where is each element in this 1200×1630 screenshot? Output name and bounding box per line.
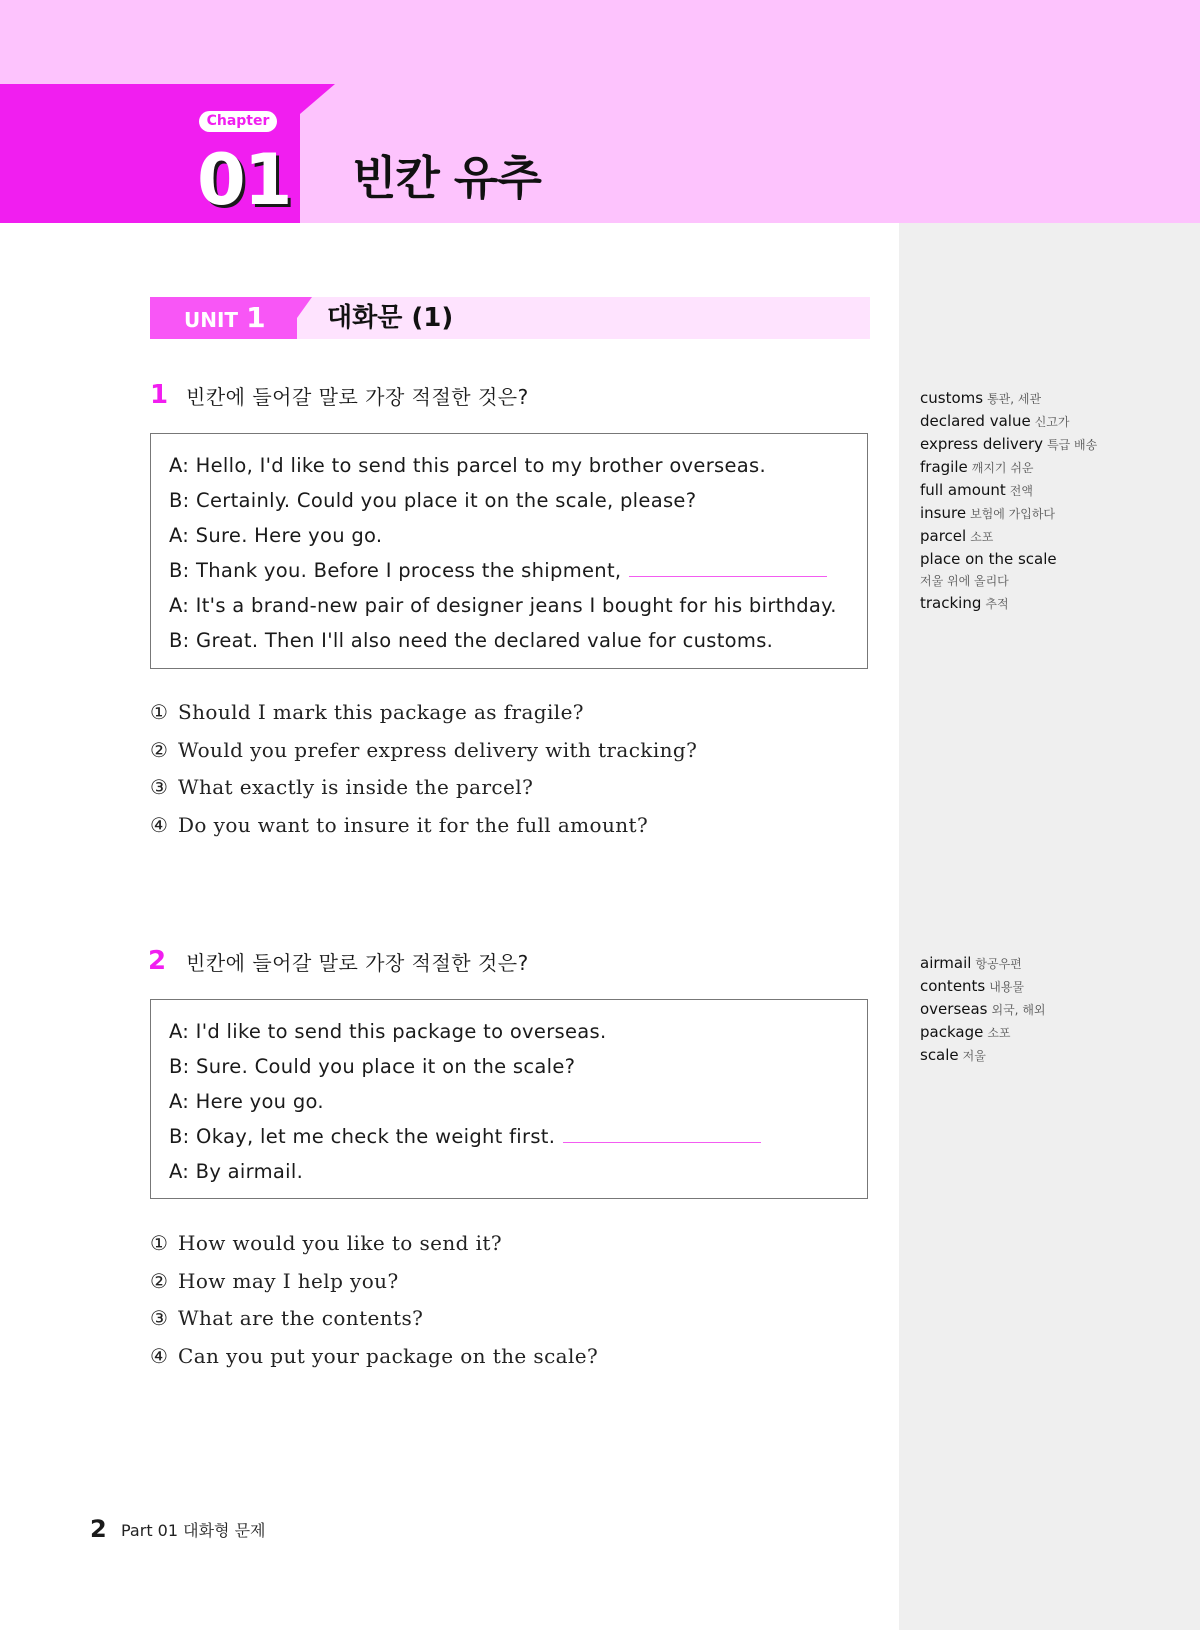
vocab-def: 추적	[985, 597, 1009, 611]
dialog-line: A: By airmail.	[169, 1160, 304, 1183]
option-mark: ①	[150, 1231, 169, 1255]
answer-blank	[629, 556, 827, 577]
vocab-term: place on the scale	[920, 550, 1057, 568]
option-text: How may I help you?	[178, 1268, 399, 1293]
chapter-number: 01	[197, 139, 291, 221]
vocab-def: 깨지기 쉬운	[971, 461, 1034, 475]
vocab-item	[920, 952, 1046, 975]
vocab-item	[920, 502, 1097, 525]
dialog-line-text: B: Thank you. Before I process the shipment,	[169, 559, 622, 582]
vocab-def: 항공우편	[975, 957, 1022, 971]
dialog-line: B: Sure. Could you place it on the scale?	[169, 1055, 576, 1078]
vocab-item	[920, 998, 1046, 1021]
vocab-term: customs	[920, 389, 984, 407]
question-number: 2	[148, 946, 167, 976]
dialog-line: A: Sure. Here you go.	[169, 524, 383, 547]
vocab-item	[920, 387, 1097, 410]
page-number: 2	[90, 1515, 107, 1543]
option-mark: ④	[150, 812, 169, 837]
vocab-term: airmail	[920, 954, 972, 972]
question-number: 1	[150, 380, 169, 410]
answer-option[interactable]	[150, 1263, 598, 1301]
unit-label-text: UNIT	[184, 308, 239, 332]
answer-blank	[563, 1122, 761, 1143]
vocab-def: 전액	[1009, 484, 1033, 498]
vocab-list	[920, 952, 1046, 1067]
vocab-def: 통관, 세관	[987, 392, 1042, 406]
dialog-line-with-blank	[169, 1119, 867, 1154]
vocab-def: 저울	[962, 1049, 986, 1063]
option-mark: ②	[150, 1268, 169, 1293]
chapter-badge: Chapter	[199, 111, 277, 132]
chapter-title: 빈칸 유추	[352, 151, 541, 205]
question-prompt: 빈칸에 들어갈 말로 가장 적절한 것은?	[186, 951, 529, 975]
dialog-line: A: Here you go.	[169, 1090, 324, 1113]
vocab-term: full amount	[920, 481, 1006, 499]
vocab-term: contents	[920, 977, 986, 995]
dialog-line: A: Hello, I'd like to send this parcel to my brother overseas.	[169, 454, 766, 477]
vocab-term: fragile	[920, 458, 968, 476]
vocab-term: declared value	[920, 412, 1031, 430]
vocab-item	[920, 479, 1097, 502]
vocab-item	[920, 592, 1097, 615]
answer-options	[150, 694, 697, 844]
vocab-term: package	[920, 1023, 984, 1041]
answer-option[interactable]	[150, 1300, 598, 1338]
vocab-def: 저울 위에 올리다	[920, 574, 1009, 588]
option-text: Can you put your package on the scale?	[178, 1343, 599, 1368]
vocab-term: express delivery	[920, 435, 1044, 453]
vocab-item	[920, 975, 1046, 998]
unit-title: 대화문 (1)	[327, 303, 454, 333]
answer-option[interactable]	[150, 1225, 598, 1263]
unit-label	[184, 303, 266, 335]
vocab-item	[920, 433, 1097, 456]
answer-option[interactable]	[150, 1338, 598, 1376]
dialog-line: A: It's a brand-new pair of designer jeans I bought for his birthday.	[169, 594, 837, 617]
option-mark: ④	[150, 1343, 169, 1368]
vocab-list	[920, 387, 1097, 615]
answer-option[interactable]	[150, 694, 697, 732]
vocab-term: scale	[920, 1046, 959, 1064]
answer-option[interactable]	[150, 807, 697, 845]
answer-option[interactable]	[150, 732, 697, 770]
vocab-item	[920, 1021, 1046, 1044]
question-prompt: 빈칸에 들어갈 말로 가장 적절한 것은?	[186, 385, 529, 409]
answer-options	[150, 1225, 598, 1375]
option-text: How would you like to send it?	[178, 1231, 502, 1255]
option-mark: ②	[150, 737, 169, 762]
option-mark: ③	[150, 775, 169, 799]
option-text: What are the contents?	[178, 1306, 424, 1330]
vocab-item	[920, 525, 1097, 548]
option-mark: ①	[150, 700, 169, 724]
vocab-def: 신고가	[1034, 415, 1070, 429]
option-text: Do you want to insure it for the full amount?	[178, 812, 649, 837]
dialog-line: B: Great. Then I'll also need the declared value for customs.	[169, 629, 774, 652]
dialog-line: B: Certainly. Could you place it on the scale, please?	[169, 489, 697, 512]
vocab-def: 외국, 해외	[991, 1003, 1046, 1017]
dialog-line-text: B: Okay, let me check the weight first.	[169, 1125, 556, 1148]
dialog-box	[150, 433, 868, 669]
vocab-term: overseas	[920, 1000, 988, 1018]
vocab-item	[920, 410, 1097, 433]
vocab-def: 특급 배송	[1047, 438, 1098, 452]
vocab-item	[920, 456, 1097, 479]
dialog-line-with-blank	[169, 553, 867, 588]
option-mark: ③	[150, 1306, 169, 1330]
option-text: Would you prefer express delivery with tracking?	[178, 737, 698, 762]
vocab-def: 소포	[987, 1026, 1011, 1040]
vocab-def: 보험에 가입하다	[970, 507, 1056, 521]
option-text: Should I mark this package as fragile?	[178, 700, 584, 724]
chapter-notch	[300, 84, 335, 114]
vocab-item	[920, 548, 1097, 570]
dialog-line: A: I'd like to send this package to overseas.	[169, 1020, 607, 1043]
vocab-def: 소포	[970, 530, 994, 544]
footer-text: Part 01 대화형 문제	[121, 1521, 266, 1540]
option-text: What exactly is inside the parcel?	[178, 775, 534, 799]
vocab-item	[920, 1044, 1046, 1067]
answer-option[interactable]	[150, 769, 697, 807]
vocab-term: tracking	[920, 594, 982, 612]
vocab-term: parcel	[920, 527, 967, 545]
vocab-term: insure	[920, 504, 967, 522]
unit-number: 1	[246, 301, 266, 334]
vocab-def: 내용물	[989, 980, 1025, 994]
dialog-box	[150, 999, 868, 1199]
